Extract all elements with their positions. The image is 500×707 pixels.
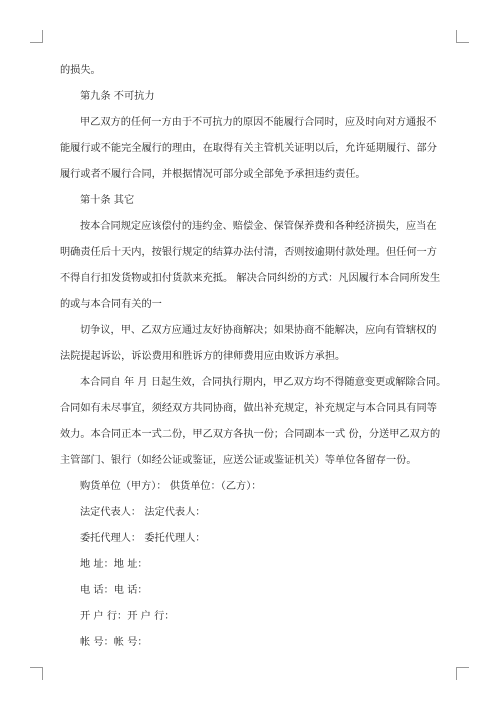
document-line: 第九条 不可抗力 xyxy=(80,91,155,102)
document-line: 合同如有未尽事宜，须经双方共同协商，做出补充规定，补充规定与本合同具有同等 xyxy=(60,403,437,414)
document-body xyxy=(60,64,445,650)
document-line: 本合同自 年 月 日起生效，合同执行期内，甲乙双方均不得随意变更或解除合同。 xyxy=(80,377,447,388)
document-line: 帐 号：帐 号： xyxy=(80,637,148,648)
corner-mark-bottom-right xyxy=(456,667,469,680)
document-line: 法院提起诉讼，诉讼费用和胜诉方的律师费用应由败诉方承担。 xyxy=(60,351,346,362)
document-line: 委托代理人： 委托代理人： xyxy=(80,533,206,544)
document-line: 不得自行扣发货物或扣付货款来充抵。 解决合同纠纷的方式：凡因履行本合同所发生 xyxy=(60,273,441,284)
document-line: 主管部门、银行（如经公证或鉴证，应送公证或鉴证机关）等单位各留存一份。 xyxy=(60,455,417,466)
document-line: 电 话：电 话： xyxy=(80,585,148,596)
document-line: 甲乙双方的任何一方由于不可抗力的原因不能履行合同时，应及时向对方通报不 xyxy=(80,117,437,128)
document-line: 按本合同规定应该偿付的违约金、赔偿金、保管保养费和各种经济损失，应当在 xyxy=(80,221,437,232)
document-line: 效力。本合同正本一式二份，甲乙双方各执一份；合同副本一式 份，分送甲乙双方的 xyxy=(60,429,441,440)
corner-mark-bottom-left xyxy=(30,667,43,680)
corner-mark-top-right xyxy=(456,30,469,43)
document-line: 能履行或不能完全履行的理由，在取得有关主管机关证明以后，允许延期履行、部分 xyxy=(60,143,437,154)
document-line: 开 户 行：开 户 行： xyxy=(80,611,175,622)
document-line: 购货单位（甲方）： 供货单位：（乙方）： xyxy=(80,481,262,492)
document-line: 的或与本合同有关的一 xyxy=(60,299,162,310)
document-line: 的损失。 xyxy=(60,65,101,76)
document-line: 法定代表人： 法定代表人： xyxy=(80,507,206,518)
document-line: 明确责任后十天内，按银行规定的结算办法付清，否则按逾期付款处理。但任何一方 xyxy=(60,247,437,258)
document-line: 地 址：地 址： xyxy=(80,559,148,570)
document-line: 第十条 其它 xyxy=(80,195,135,206)
document-line: 切争议，甲、乙双方应通过友好协商解决；如果协商不能解决，应向有管辖权的 xyxy=(80,325,437,336)
corner-mark-top-left xyxy=(30,30,43,43)
document-line: 履行或者不履行合同，并根据情况可部分或全部免予承担违约责任。 xyxy=(60,169,366,180)
